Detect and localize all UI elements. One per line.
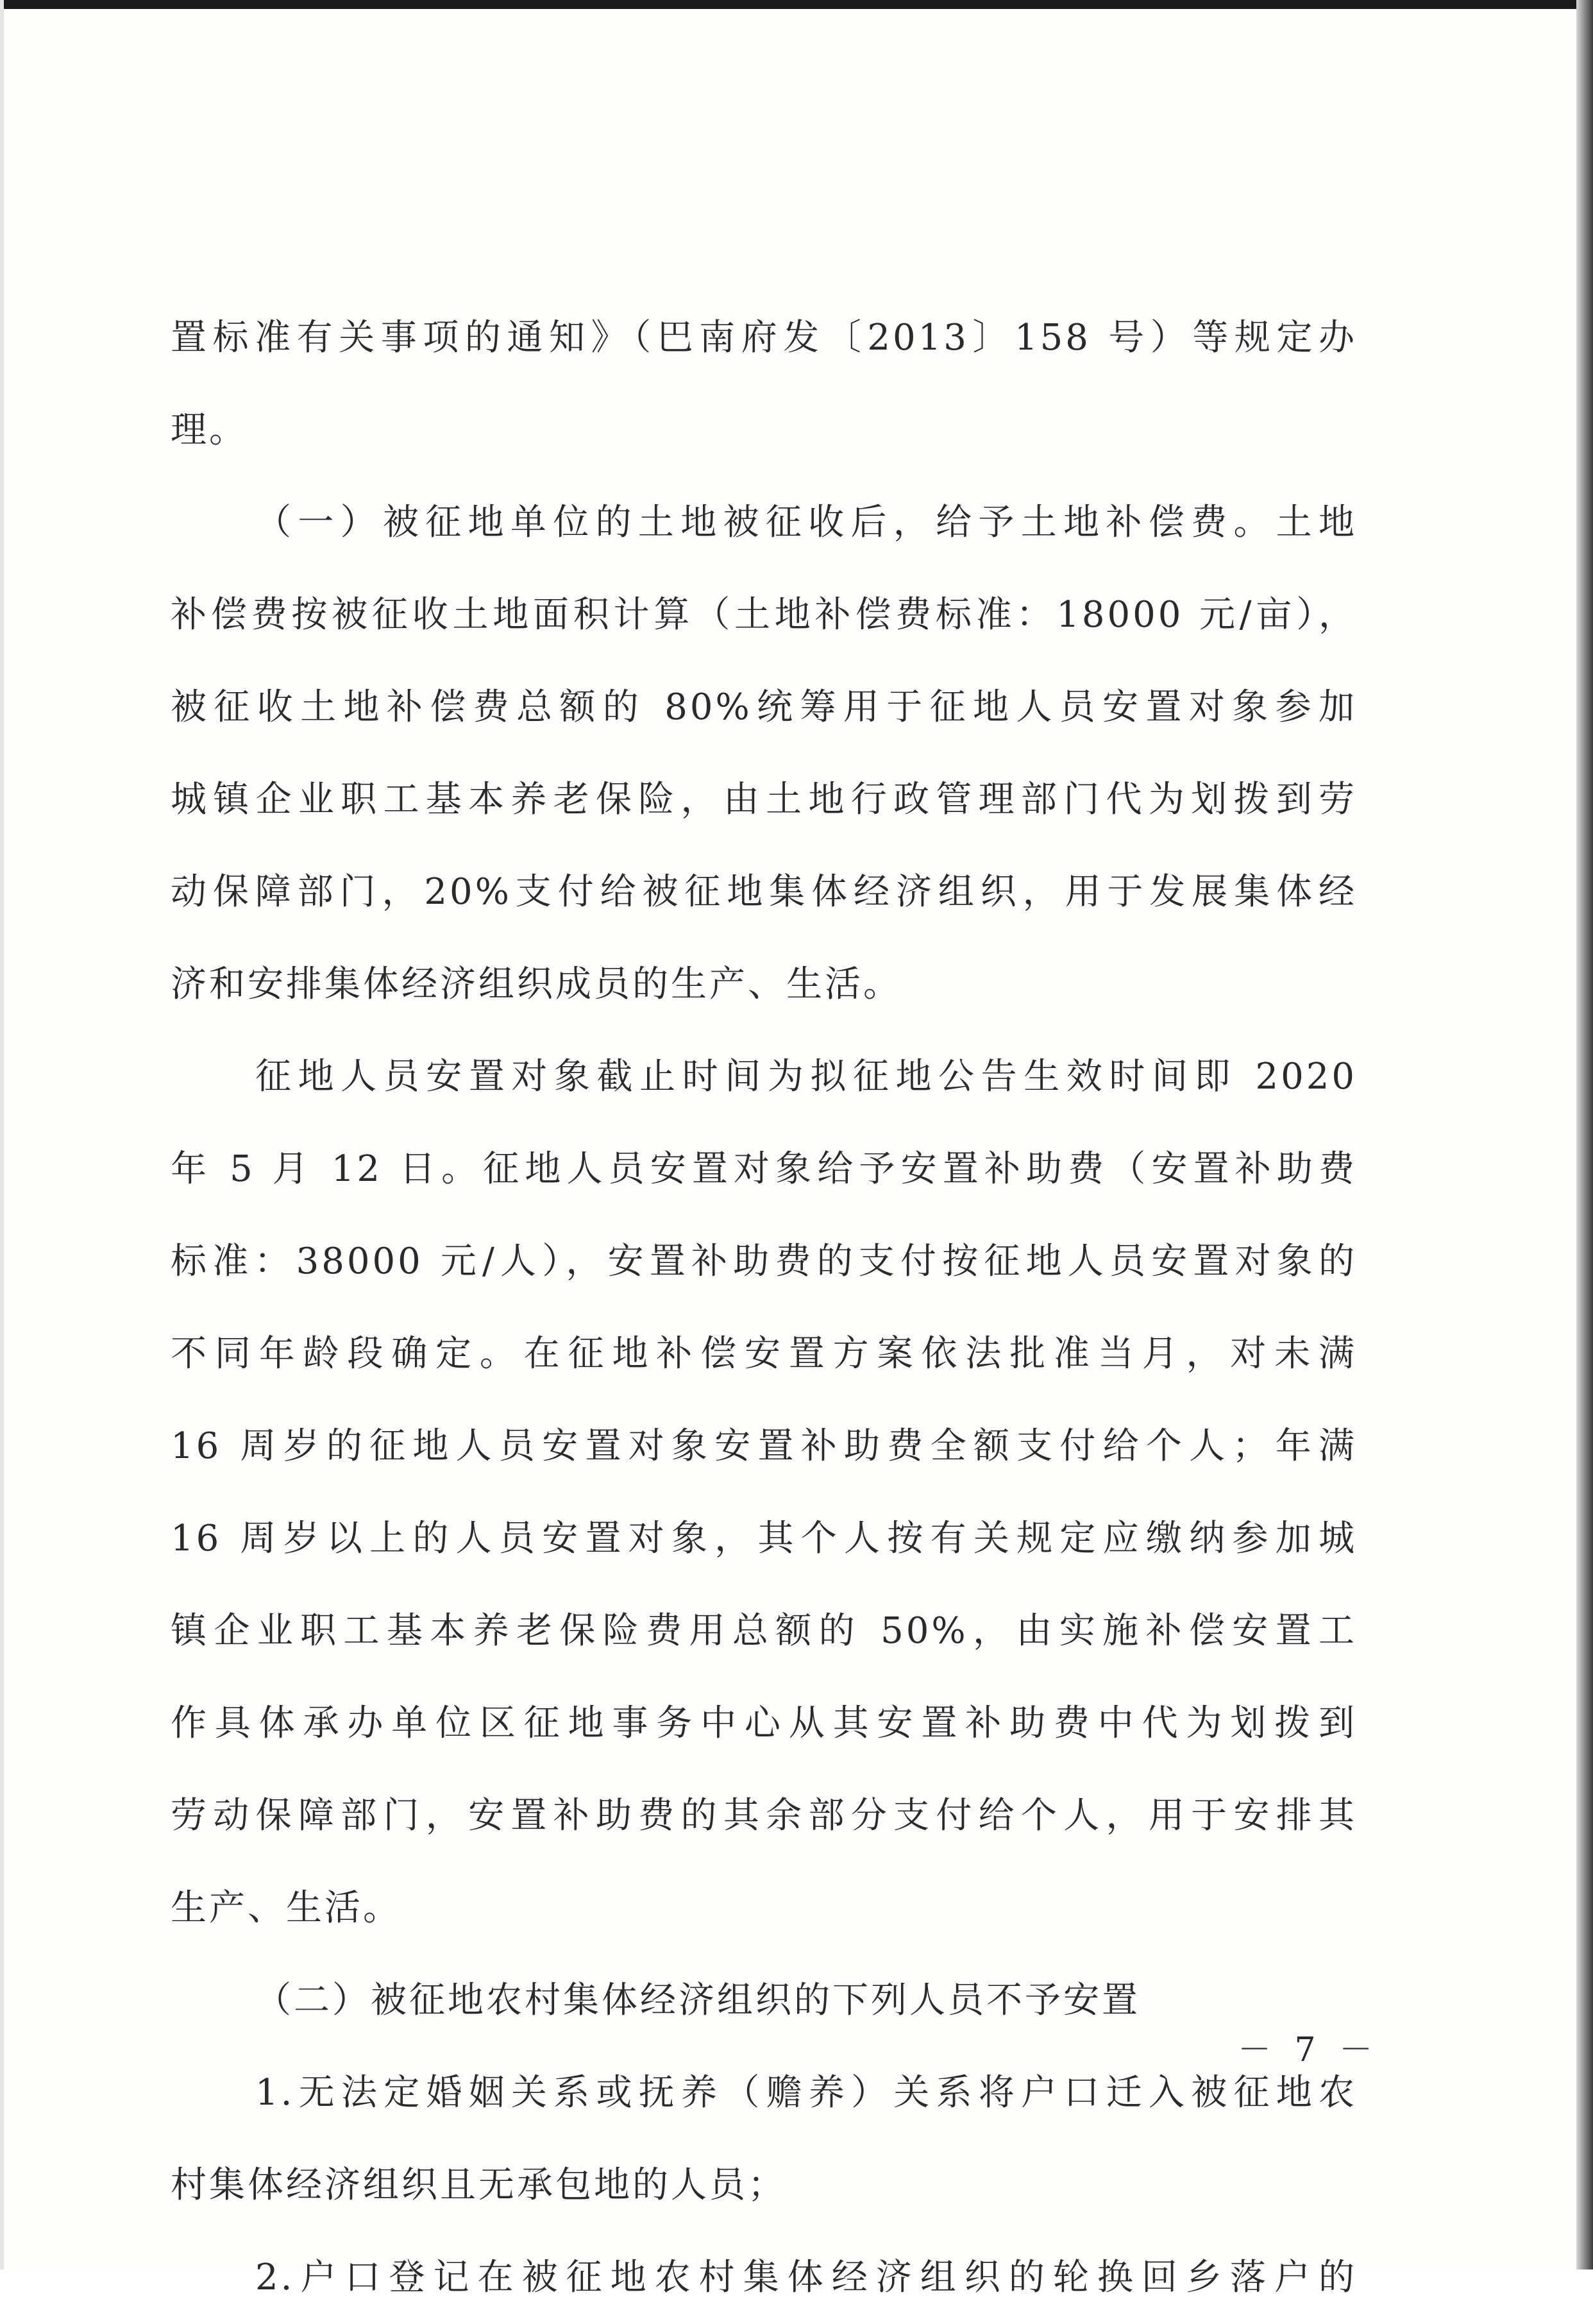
document-body: [171, 292, 1357, 2324]
text-line: 被征收土地补偿费总额的 80%统筹用于征地人员安置对象参加: [171, 686, 1357, 728]
scan-edge-top: [0, 0, 1593, 9]
text-line: 城镇企业职工基本养老保险，由土地行政管理部门代为划拨到劳: [171, 779, 1357, 820]
text-line: 作具体承办单位区征地事务中心从其安置补助费中代为划拨到: [171, 1702, 1357, 1744]
text-line: 征地人员安置对象截止时间为拟征地公告生效时间即 2020: [255, 1056, 1357, 1098]
text-line: （一）被征地单位的土地被征收后，给予土地补偿费。土地: [255, 502, 1357, 543]
scan-edge-right: [1576, 0, 1593, 2269]
text-line: 镇企业职工基本养老保险费用总额的 50%，由实施补偿安置工: [171, 1610, 1357, 1652]
text-line: 2.户口登记在被征地农村集体经济组织的轮换回乡落户的: [255, 2257, 1357, 2298]
text-line: 理。: [171, 409, 248, 451]
text-line: 村集体经济组织且无承包地的人员；: [171, 2164, 786, 2206]
text-line: 年 5 月 12 日。征地人员安置对象给予安置补助费（安置补助费: [171, 1148, 1357, 1190]
text-line: 劳动保障部门，安置补助费的其余部分支付给个人，用于安排其: [171, 1795, 1357, 1836]
page-number: － 7 －: [1238, 2031, 1379, 2069]
text-line: 16 周岁的征地人员安置对象安置补助费全额支付给个人；年满: [171, 1425, 1357, 1467]
text-line: 置标准有关事项的通知》（巴南府发〔2013〕158 号）等规定办: [171, 317, 1357, 359]
text-line: 生产、生活。: [171, 1887, 401, 1929]
text-line: 不同年龄段确定。在征地补偿安置方案依法批准当月，对未满: [171, 1333, 1357, 1375]
text-line: （二）被征地农村集体经济组织的下列人员不予安置: [255, 1980, 1140, 2021]
text-line: 16 周岁以上的人员安置对象，其个人按有关规定应缴纳参加城: [171, 1518, 1357, 1559]
scan-edge-left: [0, 0, 4, 2269]
text-line: 补偿费按被征收土地面积计算（土地补偿费标准：18000 元/亩），: [171, 594, 1357, 636]
text-line: 标准：38000 元/人），安置补助费的支付按征地人员安置对象的: [171, 1241, 1357, 1282]
text-line: 济和安排集体经济组织成员的生产、生活。: [171, 963, 902, 1005]
text-line: 动保障部门，20%支付给被征地集体经济组织，用于发展集体经: [171, 871, 1357, 913]
text-line: 1.无法定婚姻关系或抚养（赡养）关系将户口迁入被征地农: [255, 2072, 1357, 2114]
